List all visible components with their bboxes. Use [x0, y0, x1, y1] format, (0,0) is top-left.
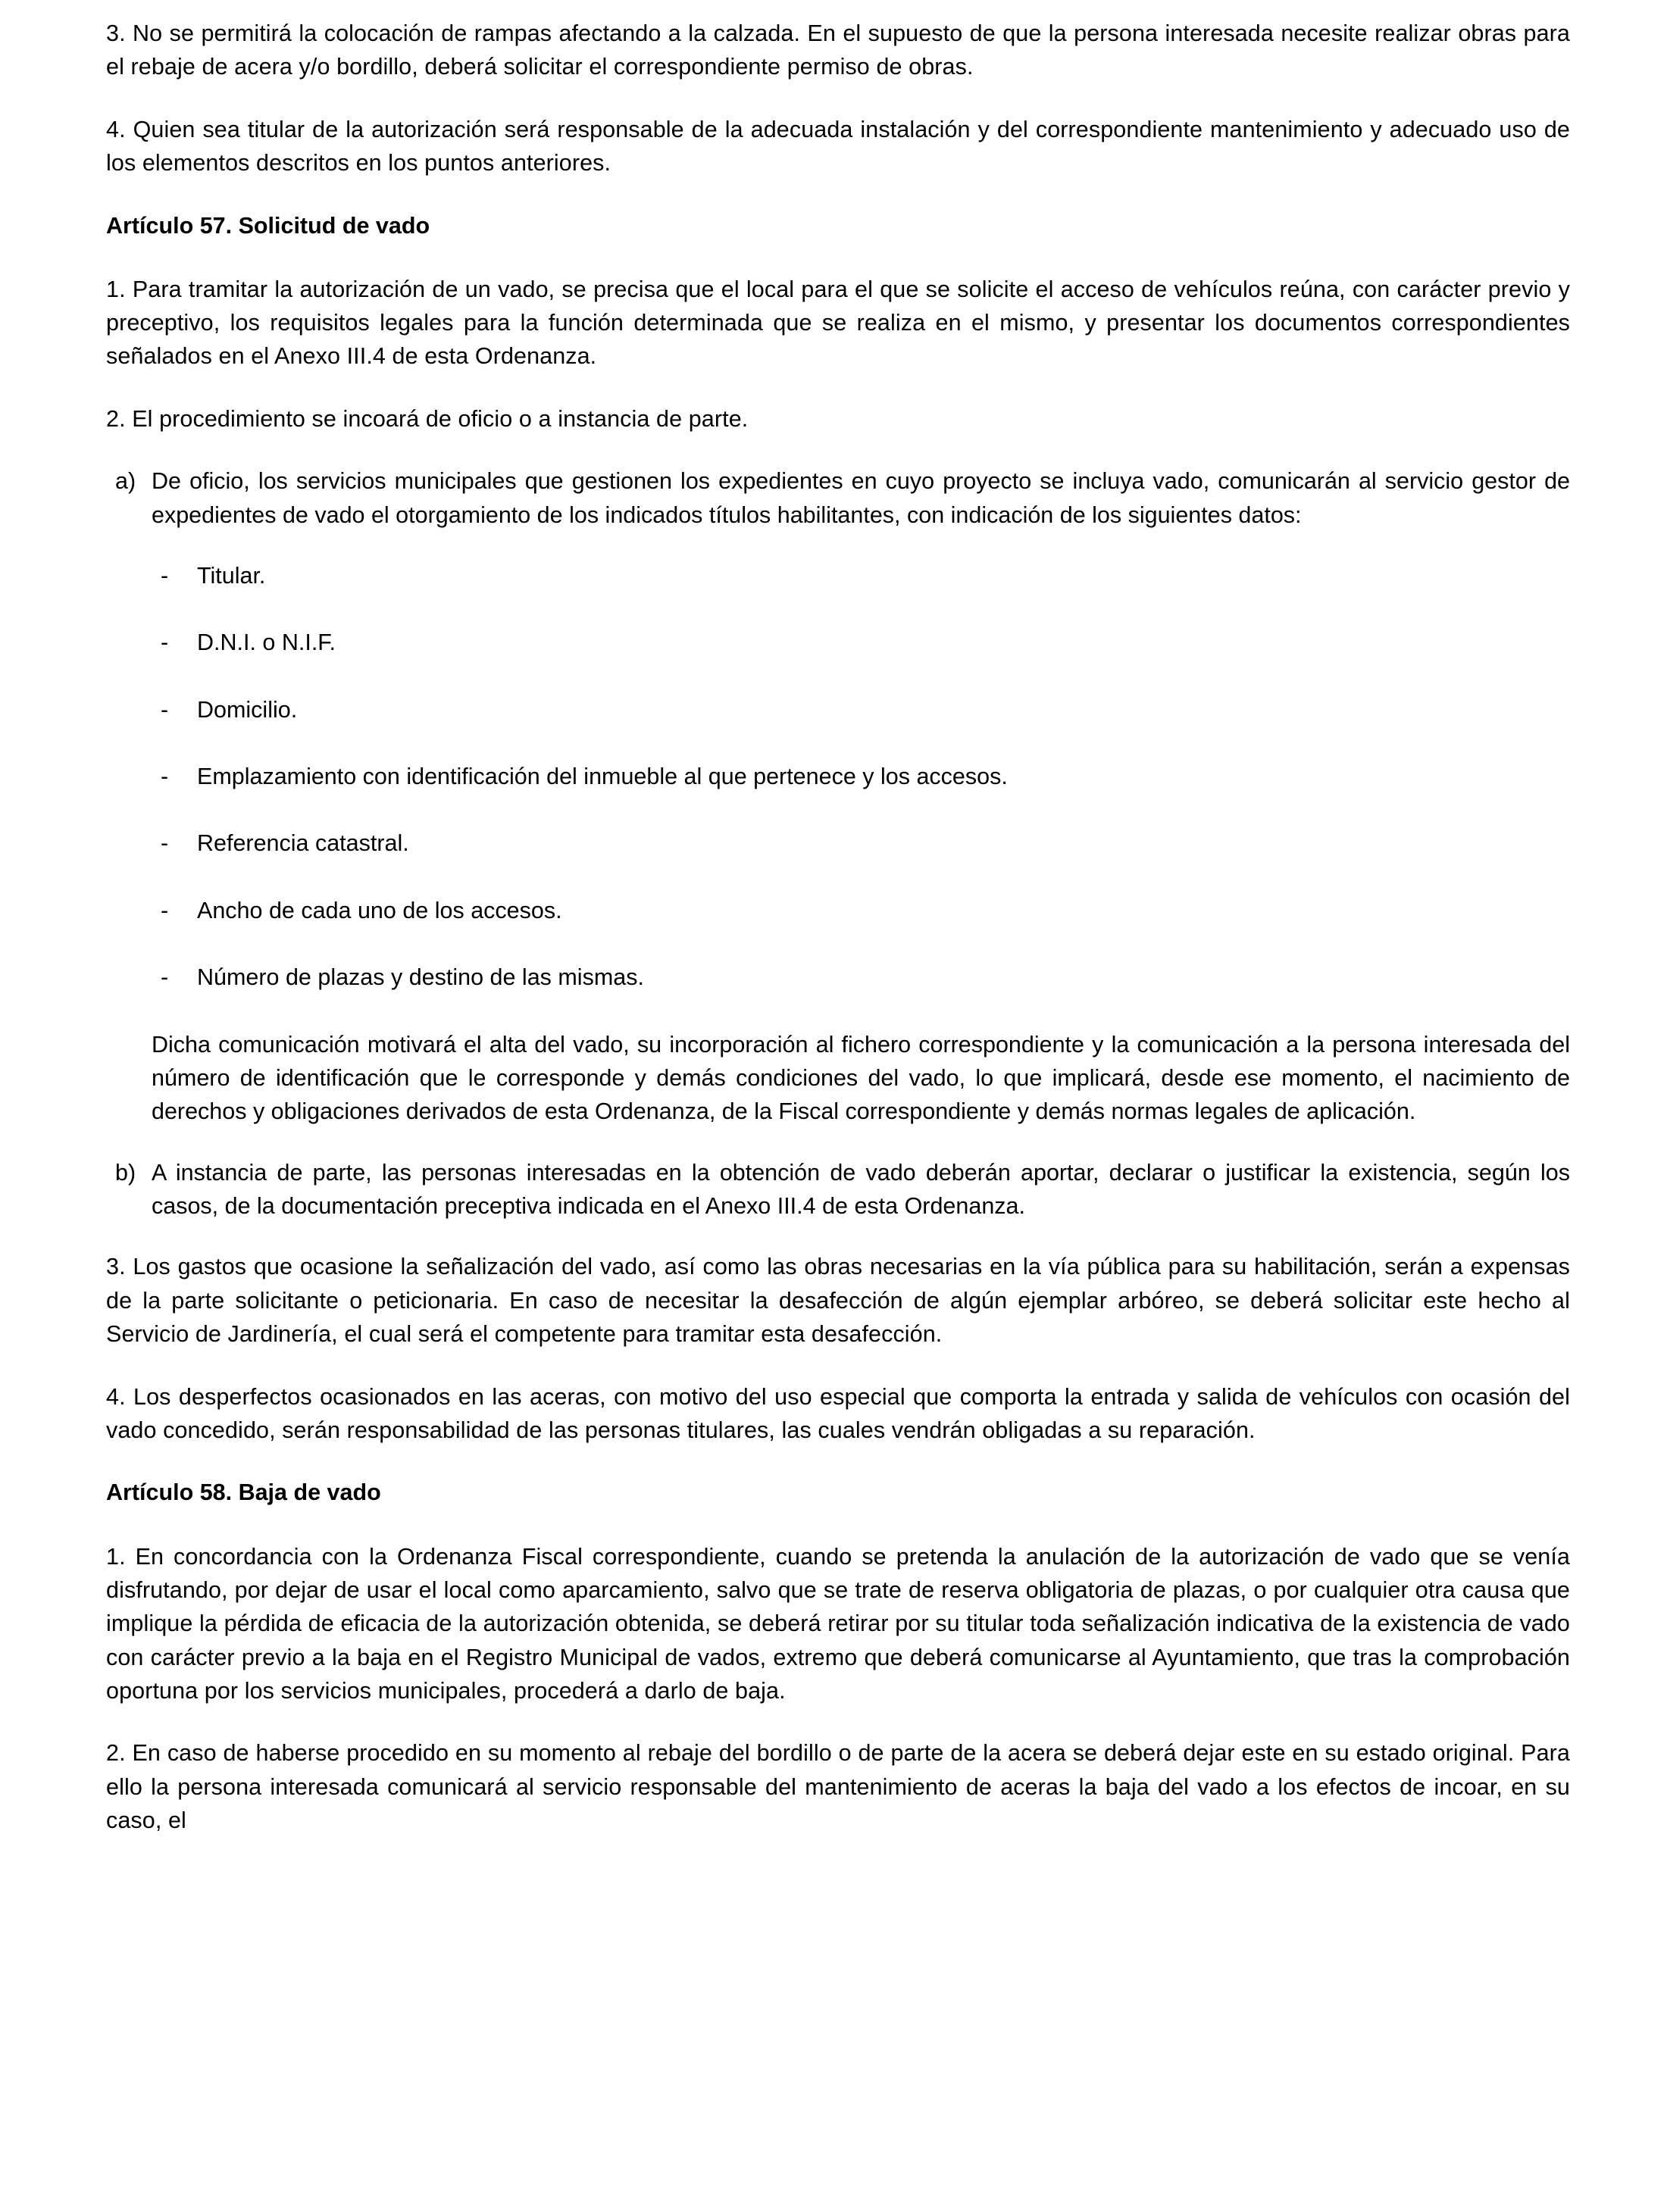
dash-item-text: Emplazamiento con identificación del inmueble al que pertenece y los accesos. — [197, 764, 1008, 790]
dash-marker: - — [161, 562, 169, 589]
heading-articulo-58: Artículo 58. Baja de vado — [106, 1479, 381, 1506]
dash-marker: - — [161, 830, 169, 857]
dash-item-emplazamiento — [106, 760, 1570, 793]
dash-marker: - — [161, 764, 169, 790]
dash-item-text: Número de plazas y destino de las mismas. — [197, 964, 644, 991]
dash-item-dni-nif — [106, 626, 1570, 659]
paragraph-comunicacion-alta: Dicha comunicación motivará el alta del vado, su incorporación al fichero correspondiente y la comunicación a la persona interesada del número de identificación que le corresponde y demás condiciones del vado, lo que implicará, desde ese momento, el nacimiento de derechos y obligaciones derivados de esta Ordenanza, de la Fiscal correspondiente y demás normas legales de aplicación. — [152, 1031, 1570, 1125]
dash-item-domicilio — [106, 693, 1570, 726]
dash-item-text: Ancho de cada uno de los accesos. — [197, 897, 562, 923]
dash-item-text: D.N.I. o N.I.F. — [197, 630, 336, 656]
list-item-text: A instancia de parte, las personas interesadas en la obtención de vado deberán aportar, declarar o justificar la existencia, según los casos, de la documentación preceptiva indicada en el Anexo III.4 de esta Ordenanza. — [152, 1159, 1570, 1220]
dash-item-numero-plazas — [106, 961, 1570, 994]
paragraph-57-3: 3. Los gastos que ocasione la señalización del vado, así como las obras necesarias en la vía pública para su habilitación, serán a expensas de la parte solicitante o peticionaria. En caso de necesitar la desafección de algún ejemplar arbóreo, se deberá solicitar este hecho al Servicio de Jardinería, el cual será el competente para tramitar esta desafección. — [106, 1254, 1570, 1348]
dash-item-text: Domicilio. — [197, 696, 298, 723]
list-item-a — [106, 464, 1570, 532]
paragraph-58-1: 1. En concordancia con la Ordenanza Fiscal correspondiente, cuando se pretenda la anulación de la autorización de vado que se venía disfrutando, por dejar de usar el local como aparcamiento, salvo que se trate de reserva obligatoria de plazas, o por cualquier otra causa que implique la pérdida de eficacia de la autorización obtenida, se deberá retirar por su titular toda señalización indicativa de la existencia de vado con carácter previo a la baja en el Registro Municipal de vados, extremo que deberá comunicarse al Ayuntamiento, que tras la comprobación oportuna por los servicios municipales, procederá a darlo de baja. — [106, 1543, 1570, 1704]
paragraph-point-4: 4. Quien sea titular de la autorización será responsable de la adecuada instalación y del correspondiente mantenimiento y adecuado uso de los elementos descritos en los puntos anteriores. — [106, 116, 1570, 177]
dash-item-referencia-catastral — [106, 826, 1570, 860]
paragraph-57-4: 4. Los desperfectos ocasionados en las aceras, con motivo del uso especial que comporta la entrada y salida de vehículos con ocasión del vado concedido, serán responsabilidad de las personas titulares, las cuales vendrán obligadas a su reparación. — [106, 1383, 1570, 1443]
dash-marker: - — [161, 696, 169, 723]
paragraph-57-2: 2. El procedimiento se incoará de oficio o a instancia de parte. — [106, 405, 749, 432]
dash-item-text: Titular. — [197, 562, 266, 589]
paragraph-57-1: 1. Para tramitar la autorización de un vado, se precisa que el local para el que se solicite el acceso de vehículos reúna, con carácter previo y preceptivo, los requisitos legales para la función determinada que se realiza en el mismo, y presentar los documentos correspondientes señalados en el Anexo III.4 de esta Ordenanza. — [106, 276, 1570, 370]
dash-item-titular — [106, 559, 1570, 592]
list-item-text: De oficio, los servicios municipales que gestionen los expedientes en cuyo proyecto se incluya vado, comunicarán al servicio gestor de expedientes de vado el otorgamiento de los indicados títulos habilitantes, con indicación de los siguientes datos: — [152, 468, 1570, 528]
paragraph-58-2: 2. En caso de haberse procedido en su momento al rebaje del bordillo o de parte de la acera se deberá dejar este en su estado original. Para ello la persona interesada comunicará al servicio responsable del mantenimiento de aceras la baja del vado a los efectos de incoar, en su caso, el — [106, 1740, 1570, 1834]
list-marker: a) — [115, 468, 136, 495]
dash-marker: - — [161, 897, 169, 923]
dash-item-ancho-accesos — [106, 894, 1570, 927]
list-marker: b) — [115, 1159, 136, 1186]
paragraph-point-3: 3. No se permitirá la colocación de rampas afectando a la calzada. En el supuesto de que la persona interesada necesite realizar obras para el rebaje de acera y/o bordillo, deberá solicitar el correspondiente permiso de obras. — [106, 20, 1570, 80]
dash-marker: - — [161, 964, 169, 991]
dash-marker: - — [161, 630, 169, 656]
dash-item-text: Referencia catastral. — [197, 830, 409, 857]
list-item-b — [106, 1156, 1570, 1223]
heading-articulo-57: Artículo 57. Solicitud de vado — [106, 212, 430, 239]
